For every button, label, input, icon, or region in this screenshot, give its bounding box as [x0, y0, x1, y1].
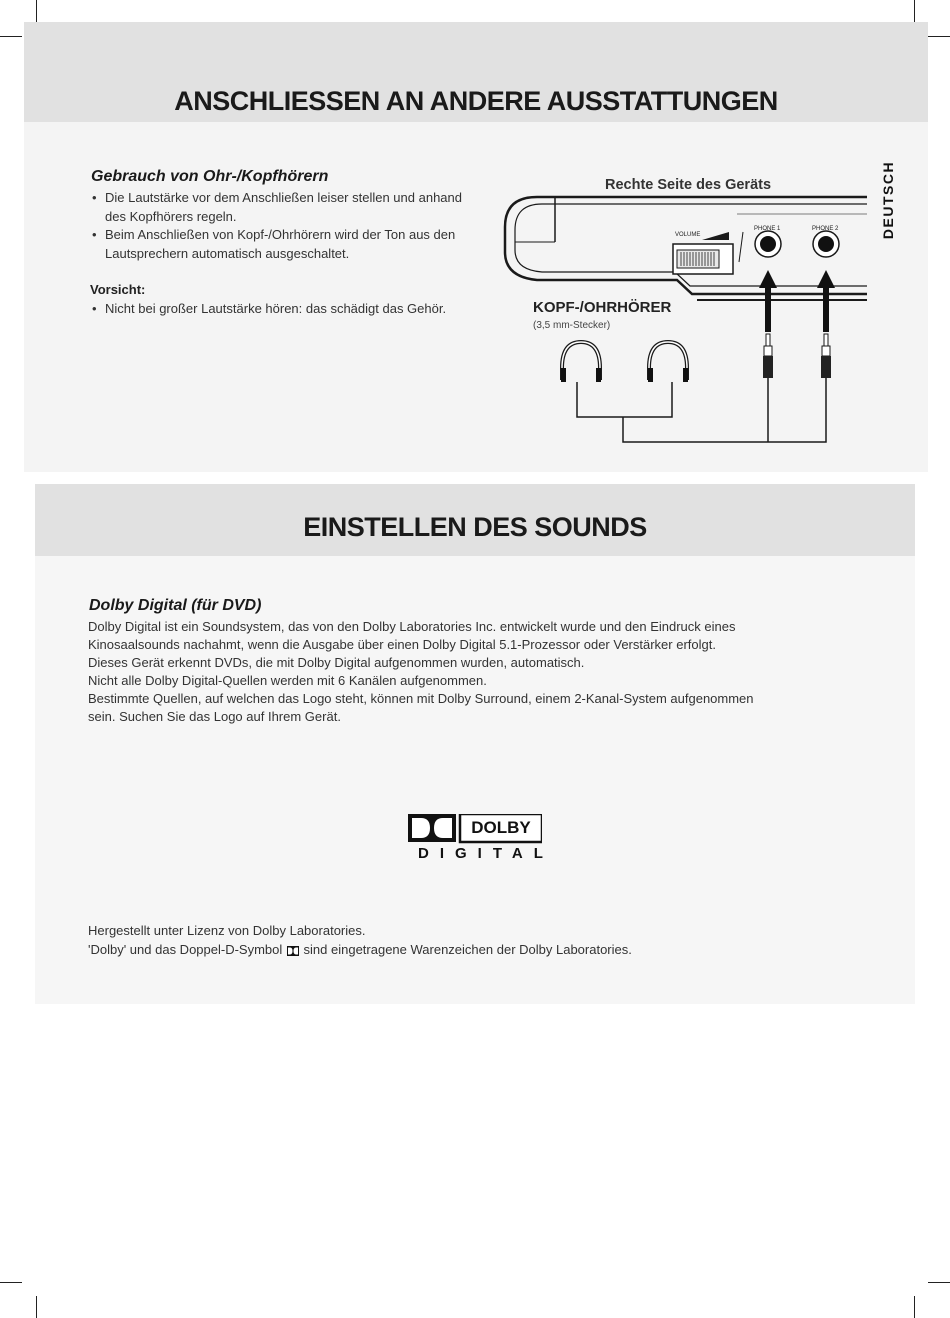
crop-mark [928, 36, 950, 37]
headphone-usage-list [90, 189, 470, 263]
crop-mark [928, 1282, 950, 1283]
crop-mark [914, 0, 915, 22]
dolby-subheading: Dolby Digital (für DVD) [89, 597, 262, 614]
volume-label: VOLUME [675, 232, 701, 238]
list-item: • Die Lautstärke vor dem Anschließen leiser stellen und anhand des Kopfhörers regeln. [90, 189, 470, 226]
language-label: DEUTSCH [880, 160, 896, 240]
caution-list [90, 300, 470, 319]
crop-mark [36, 1296, 37, 1318]
digital-wordmark: DIGITAL [418, 845, 554, 862]
license-line: Hergestellt unter Lizenz von Dolby Laboratories. [88, 923, 366, 938]
list-item: • Beim Anschließen von Kopf-/Ohrhörern wird der Ton aus den Lautsprechern automatisch ausgeschaltet. [90, 226, 470, 263]
headphone-connection-diagram [497, 172, 867, 452]
paragraph-line: sein. Suchen Sie das Logo auf Ihrem Gerät. [88, 709, 341, 724]
paragraph-line: Dolby Digital ist ein Soundsystem, das von den Dolby Laboratories Inc. entwickelt wurde und den Eindruck eines [88, 619, 736, 634]
dolby-wordmark: DOLBY [471, 818, 531, 837]
paragraph-line: Bestimmte Quellen, auf welchen das Logo steht, können mit Dolby Surround, einem 2-Kanal-System aufgenommen [88, 691, 754, 706]
paragraph-line: Kinosaalsounds nachahmt, wenn die Ausgabe über einen Dolby Digital 5.1-Prozessor oder Verstärker erfolgt. [88, 637, 716, 652]
trademark-suffix: sind eingetragene Warenzeichen der Dolby Laboratories. [303, 942, 632, 957]
crop-mark [0, 1282, 22, 1283]
double-d-icon [287, 946, 299, 956]
trademark-line [88, 941, 888, 959]
section-title-connect: ANSCHLIESSEN AN ANDERE AUSSTATTUNGEN [174, 86, 778, 116]
caution-heading: Vorsicht: [90, 282, 146, 297]
section-title-sound: EINSTELLEN DES SOUNDS [303, 512, 647, 542]
trademark-prefix: 'Dolby' und das Doppel-D-Symbol [88, 942, 283, 957]
language-tab [874, 150, 902, 250]
crop-mark [36, 0, 37, 22]
crop-mark [914, 1296, 915, 1318]
dolby-digital-logo [408, 814, 554, 864]
phone1-label: PHONE 1 [754, 226, 781, 232]
list-item: • Nicht bei großer Lautstärke hören: das schädigt das Gehör. [90, 300, 470, 319]
crop-mark [0, 36, 22, 37]
paragraph-line: Nicht alle Dolby Digital-Quellen werden mit 6 Kanälen aufgenommen. [88, 673, 487, 688]
plug-size-label: (3,5 mm-Stecker) [533, 320, 611, 331]
device-side-label: Rechte Seite des Geräts [605, 177, 772, 193]
phone2-label: PHONE 2 [812, 226, 839, 232]
headphones-subheading: Gebrauch von Ohr-/Kopfhörern [91, 168, 329, 185]
paragraph-line: Dieses Gerät erkennt DVDs, die mit Dolby Digital aufgenommen wurden, automatisch. [88, 655, 585, 670]
headphones-label: KOPF-/OHRHÖRER [533, 299, 672, 316]
dolby-description [88, 618, 888, 726]
